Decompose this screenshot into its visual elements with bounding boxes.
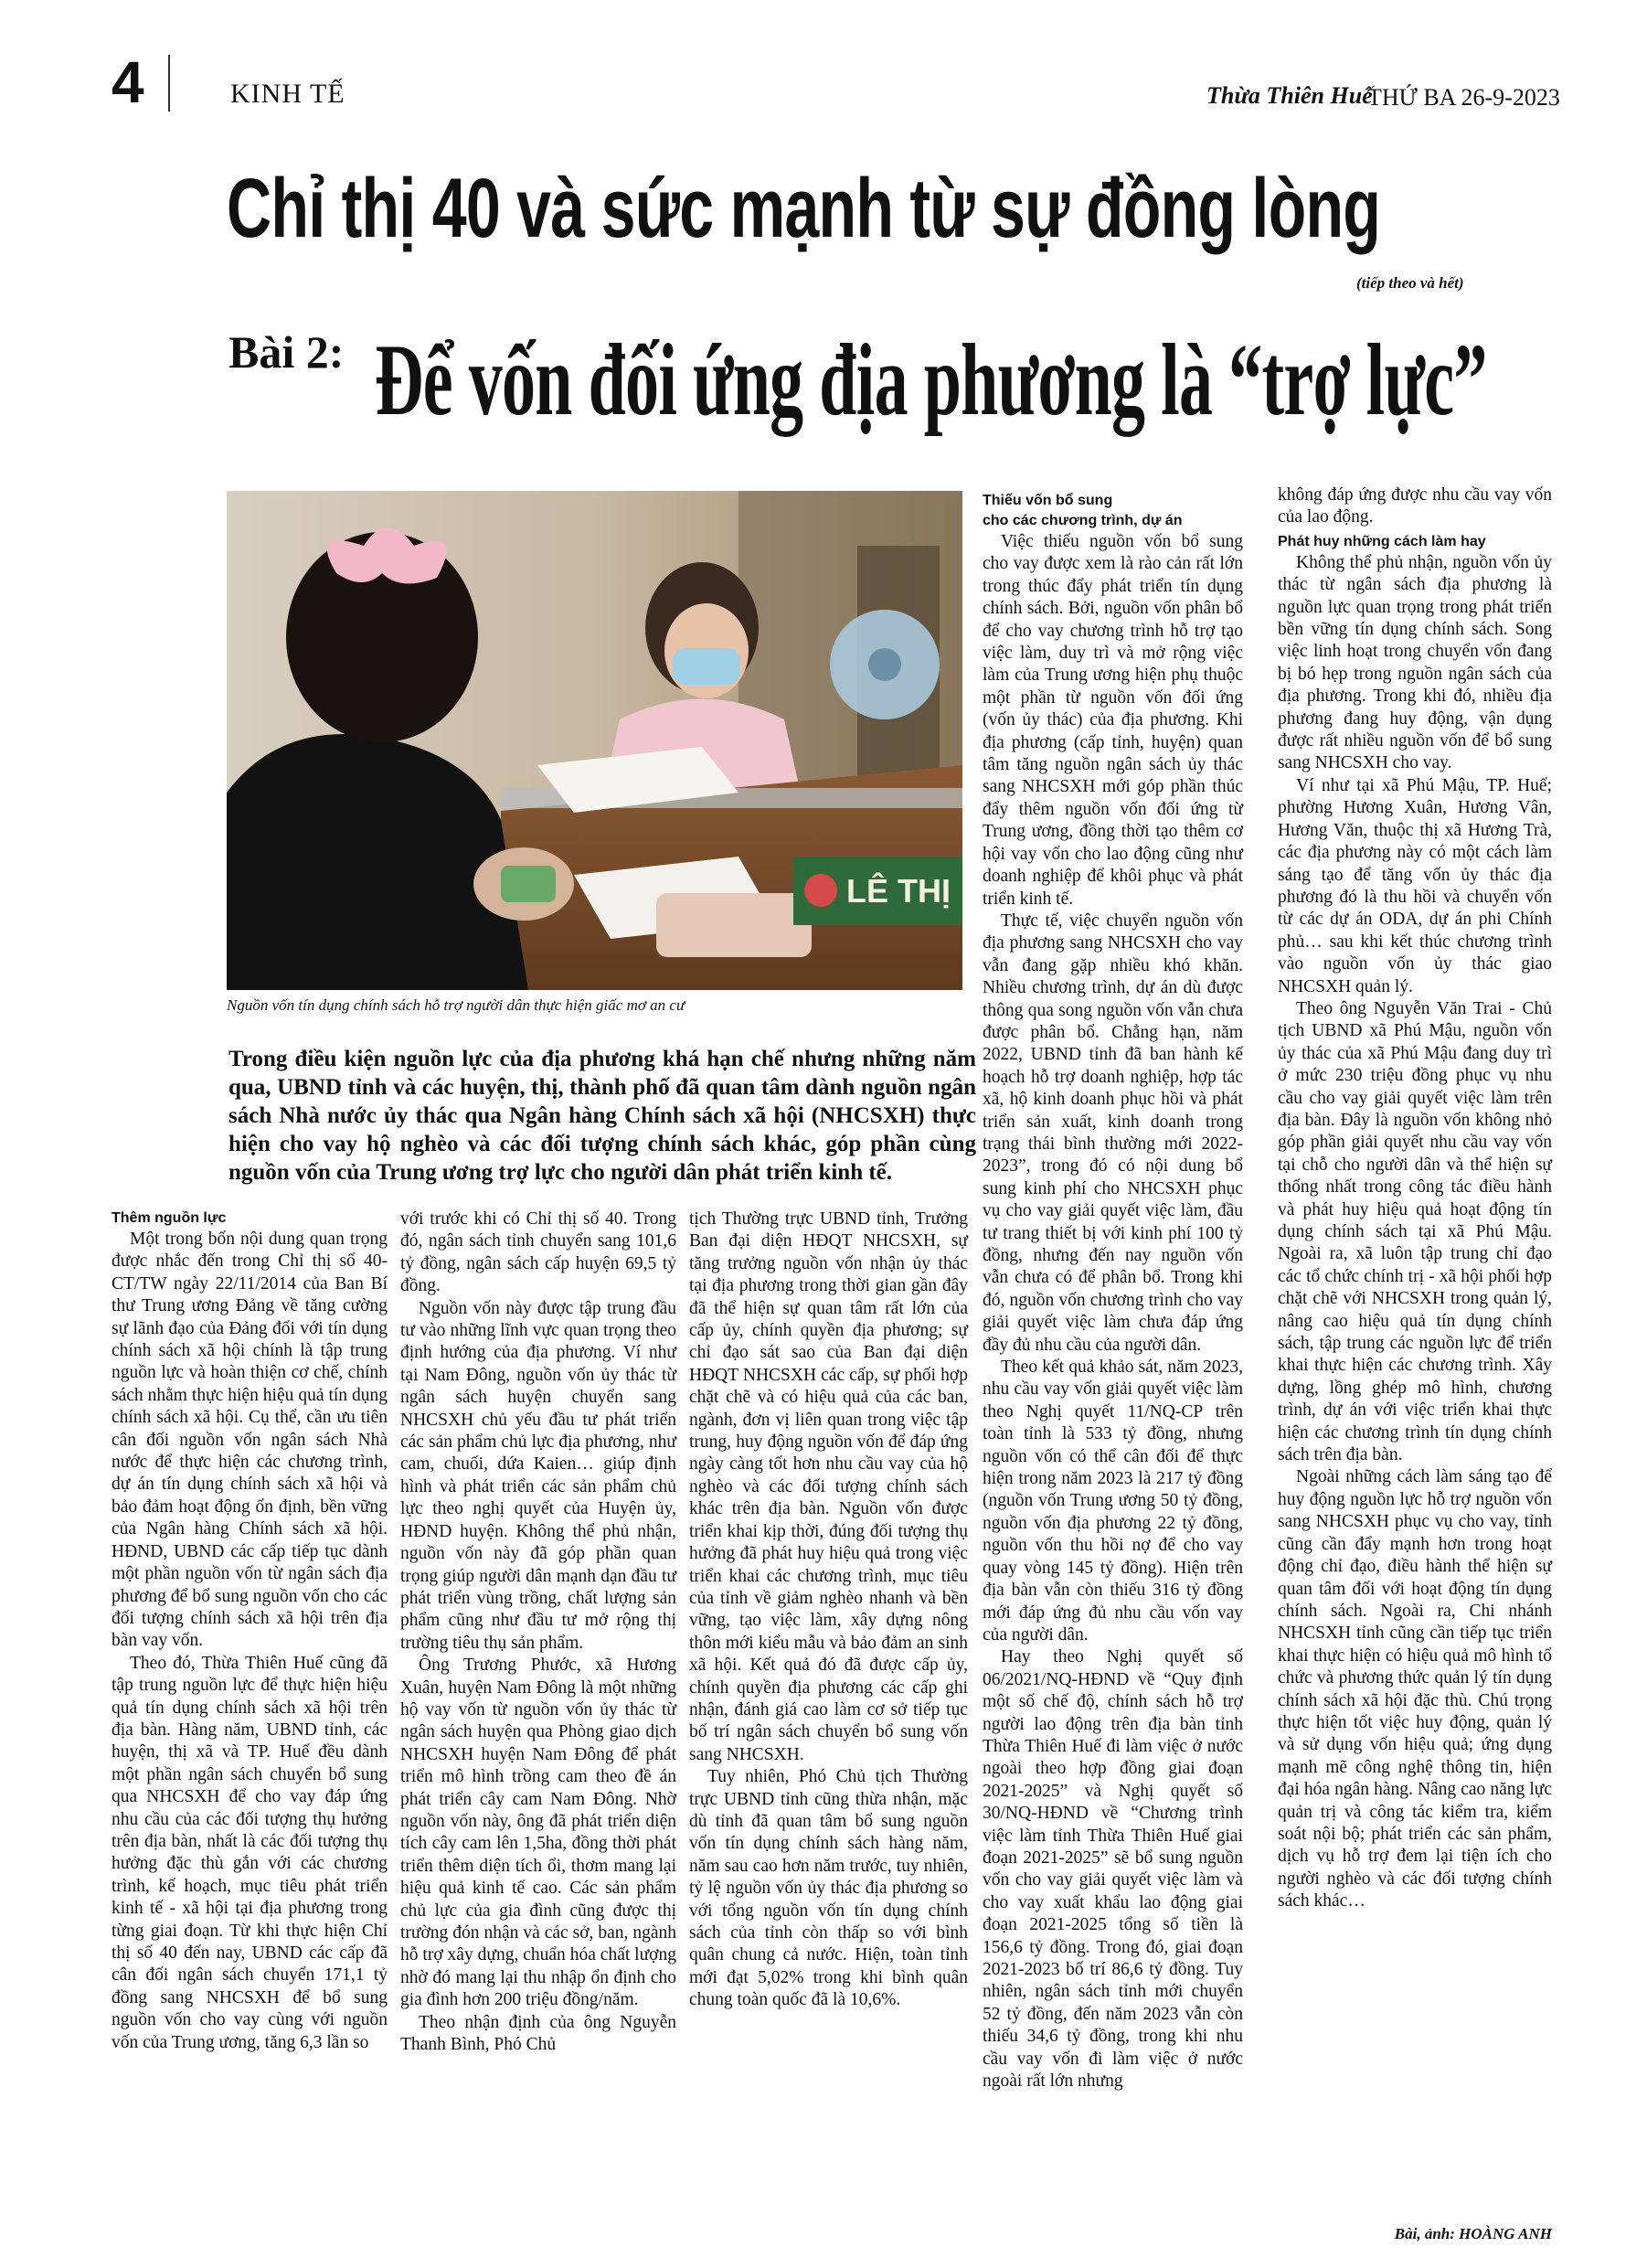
paragraph: Theo nhận định của ông Nguyễn Thanh Bình, Phó Chủ — [400, 2012, 676, 2055]
subheading: cho các chương trình, dự án — [983, 513, 1183, 528]
issue-date: THỨ BA 26-9-2023 — [1367, 84, 1560, 111]
article-column-1 — [112, 1209, 388, 2054]
paragraph: với trước khi có Chỉ thị số 40. Trong đó, ngân sách tỉnh chuyển sang 101,6 tỷ đồng, ngân sách cấp huyện 69,5 tỷ đồng. — [400, 1209, 676, 1296]
paragraph: Không thể phủ nhận, nguồn vốn ủy thác từ ngân sách địa phương là nguồn lực quan trọng trong phát triển bền vững tín dụng chính sách. Song việc linh hoạt trong chuyển vốn đang bị bó hẹp trong nguồn ngân sách của địa phương. Trong khi đó, nhiều địa phương đang huy động, vận dụng được rất nhiều nguồn vốn để bổ sung sang NHCSXH cho vay. — [1278, 552, 1552, 773]
paragraph: Nguồn vốn này được tập trung đầu tư vào những lĩnh vực quan trọng theo định hướng của địa phương. Ví như tại Nam Đông, nguồn vốn ủy thác từ ngân sách huyện chuyển sang NHCSXH chủ yếu đầu tư phát triển các sản phẩm chủ lực địa phương, như cam, chuối, dứa Kaien… giúp định hình và phát triển các sản phẩm chủ lực theo nghị quyết của Huyện ủy, HĐND huyện. Không thể phủ nhận, nguồn vốn này đã góp phần quan trọng giúp người dân mạnh dạn đầu tư phát triển vùng trồng, chất lượng sản phẩm cũng như đầu tư mở rộng thị trường tiêu thụ sản phẩm. — [400, 1298, 676, 1653]
main-headline: Để vốn đối ứng địa phương là “trợ lực” — [375, 324, 1487, 437]
paragraph: Ông Trương Phước, xã Hương Xuân, huyện Nam Đông là một những hộ vay vốn từ nguồn vốn ủy thác từ ngân sách huyện qua Phòng giao dịch NHCSXH huyện Nam Đông để phát triển mô hình trồng cam theo đề án phát triển cây cam Nam Đông. Nhờ nguồn vốn này, ông đã phát triển diện tích cây cam lên 1,5ha, đồng thời phát triển thêm diện tích ổi, thơm mang lại hiệu quả kinh tế cao. Các sản phẩm chủ lực của gia đình cũng được thị trường đón nhận và các sở, ban, ngành hỗ trợ xây dựng, chuẩn hóa chất lượng nhờ đó mang lại thu nhập ổn định cho gia đình hơn 200 triệu đồng/năm. — [400, 1656, 676, 2010]
paragraph: Hay theo Nghị quyết số 06/2021/NQ-HĐND về “Quy định một số chế độ, chính sách hỗ trợ người lao động trên địa bàn tỉnh Thừa Thiên Huế đi làm việc ở nước ngoài theo hợp đồng giai đoạn 2021-2025” và Nghị quyết số 30/NQ-HĐND về “Chương trình việc làm tỉnh Thừa Thiên Huế giai đoạn 2021-2025” sẽ bổ sung nguồn vốn cho vay giải quyết việc làm và cho vay xuất khẩu lao động giai đoạn 2021-2025 tổng số tiền là 156,6 tỷ đồng. Trong đó, giai đoạn 2021-2023 bố trí 86,6 tỷ đồng. Tuy nhiên, ngân sách tỉnh mới chuyển 52 tỷ đồng, đến năm 2023 vẫn còn thiếu 34,6 tỷ đồng, trong khi nhu cầu vay vốn đi làm việc ở nước ngoài rất lớn nhưng — [983, 1647, 1243, 2092]
paragraph: Ví như tại xã Phú Mậu, TP. Huế; phường Hương Xuân, Hương Vân, Hương Văn, thuộc thị xã Hương Trà, các địa phương này có một cách làm sáng tạo để tăng vốn ủy thác địa phương đó là thu hồi và chuyển vốn từ các dự án ODA, dự án phi Chính phủ… sau khi kết thúc chương trình vào nguồn vốn ủy thác giao NHCSXH quản lý. — [1278, 775, 1552, 996]
paragraph: Theo đó, Thừa Thiên Huế cũng đã tập trung nguồn lực để thực hiện hiệu quả tín dụng chính sách xã hội trên địa bàn. Hàng năm, UBND tỉnh, các huyện, thị xã và TP. Huế đều dành một phần ngân sách chuyển bổ sung qua NHCSXH để cho vay đáp ứng nhu cầu của các đối tượng thụ hưởng trên địa bàn, nhất là các đối tượng thụ hưởng đặc thù gắn với các chương trình, kế hoạch, mục tiêu phát triển kinh tế - xã hội tại địa phương trong từng giai đoạn. Từ khi thực hiện Chỉ thị số 40 đến nay, UBND các cấp đã cân đối ngân sách chuyển 171,1 tỷ đồng sang NHCSXH để bổ sung nguồn vốn cho vay cùng với nguồn vốn của Trung ương, tăng 6,3 lần so — [112, 1653, 388, 2052]
article-column-3 — [689, 1209, 968, 2012]
series-note: (tiếp theo và hết) — [1356, 274, 1464, 292]
article-photo — [227, 491, 962, 990]
paragraph: không đáp ứng được nhu cầu vay vốn của lao động. — [1278, 485, 1552, 527]
byline: Bài, ảnh: HOÀNG ANH — [1394, 2225, 1552, 2242]
photo-caption: Nguồn vốn tín dụng chính sách hỗ trợ người dân thực hiện giấc mơ an cư — [227, 996, 685, 1014]
article-column-5 — [1278, 484, 1552, 1913]
paragraph: tịch Thường trực UBND tỉnh, Trưởng Ban đại diện HĐQT NHCSXH, sự tăng trưởng nguồn vốn nhận ủy thác tại địa phương trong thời gian gần đây đã thể hiện sự quan tâm rất lớn của cấp ủy, chính quyền địa phương; sự chỉ đạo sát sao của Ban đại diện HĐQT NHCSXH các cấp, sự phối hợp chặt chẽ và có hiệu quả của các ban, ngành, đơn vị liên quan trong việc tập trung, huy động nguồn vốn để đáp ứng ngày càng tốt hơn nhu cầu vay của hộ nghèo và các đối tượng chính sách khác trên địa bàn. Nguồn vốn được triển khai kịp thời, đúng đối tượng thụ hưởng đã phát huy hiệu quả trong việc triển khai các chương trình, mục tiêu của tỉnh về giảm nghèo nhanh và bền vững, tạo việc làm, xây dựng nông thôn mới kiểu mẫu và bảo đảm an sinh xã hội. Kết quả đó đã được cấp ủy, chính quyền địa phương các cấp ghi nhận, đánh giá cao làm cơ sở tiếp tục bố trí ngân sách chuyển bổ sung vốn sang NHCSXH. — [689, 1209, 968, 1764]
paragraph: Việc thiếu nguồn vốn bổ sung cho vay được xem là rào cản rất lớn trong thúc đẩy phát triển tín dụng chính sách. Bởi, nguồn vốn phân bổ để cho vay chương trình hỗ trợ tạo việc làm, duy trì và mở rộng việc làm của Trung ương hiện phụ thuộc một phần từ nguồn vốn đối ứng (vốn ủy thác) của địa phương. Khi địa phương (cấp tỉnh, huyện) quan tâm tăng nguồn ngân sách ủy thác sang NHCSXH mới góp phần thúc đẩy thêm nguồn vốn đối ứng từ Trung ương, đồng thời tạo thêm cơ hội vay vốn cho lao động cũng như doanh nghiệp để khôi phục và phát triển kinh tế. — [983, 532, 1243, 909]
paragraph: Theo kết quả khảo sát, năm 2023, nhu cầu vay vốn giải quyết việc làm theo Nghị quyết 11/NQ-CP trên toàn tỉnh là 533 tỷ đồng, nhưng nguồn vốn có thể cân đối để thực hiện trong năm 2023 là 217 tỷ đồng (nguồn vốn Trung ương 50 tỷ đồng, nguồn vốn địa phương 22 tỷ đồng, nguồn vốn thu hồi nợ để cho vay quay vòng 145 tỷ đồng). Hiện trên địa bàn vẫn còn thiếu 316 tỷ đồng mới đáp ứng đủ nhu cầu vốn vay của người dân. — [983, 1358, 1243, 1645]
series-title: Chỉ thị 40 và sức mạnh từ sự đồng lòng — [227, 162, 1381, 255]
newspaper-name: Thừa Thiên Huế — [1206, 82, 1373, 109]
paragraph: Một trong bốn nội dung quan trọng được nhắc đến trong Chỉ thị số 40-CT/TW ngày 22/11/2014 của Ban Bí thư Trung ương Đảng về tăng cường sự lãnh đạo của Đảng đối với tín dụng chính sách xã hội chính là tập trung nguồn lực và hoàn thiện cơ chế, chính sách nhằm thực hiện hiệu quả tín dụng chính sách xã hội. Cụ thể, cần ưu tiên cân đối nguồn vốn ngân sách Nhà nước để thực hiện các chương trình, dự án tín dụng chính sách xã hội và bảo đảm hoạt động ổn định, bền vững của Ngân hàng Chính sách xã hội. HĐND, UBND các cấp tiếp tục dành một phần nguồn vốn từ ngân sách địa phương để bổ sung nguồn vốn cho các đối tượng chính sách xã hội trên địa bàn vay vốn. — [112, 1230, 388, 1651]
article-column-4 — [983, 491, 1243, 2092]
lead-paragraph: Trong điều kiện nguồn lực của địa phương khá hạn chế nhưng những năm qua, UBND tỉnh và các huyện, thị, thành phố đã quan tâm dành nguồn ngân sách Nhà nước ủy thác qua Ngân hàng Chính sách xã hội (NHCSXH) thực hiện cho vay hộ nghèo và các đối tượng chính sách khác, góp phần cùng nguồn vốn của Trung ương trợ lực cho người dân phát triển kinh tế. — [228, 1047, 976, 1185]
subheading: Thiếu vốn bổ sung — [983, 493, 1113, 508]
paragraph: Ngoài những cách làm sáng tạo để huy động nguồn lực hỗ trợ nguồn vốn sang NHCSXH phục vụ cho vay, tỉnh cũng cần đẩy mạnh hơn trong hoạt động chỉ đạo, điều hành thể hiện sự quan tâm đối với hoạt động tín dụng chính sách. Ngoài ra, Chi nhánh NHCSXH tỉnh cũng cần tiếp tục triển khai thực hiện có hiệu quả mô hình tổ chức và phương thức quản lý tín dụng chính sách xã hội đặc thù. Chú trọng thực hiện tốt việc huy động, quản lý và sử dụng vốn hiệu quả; ứng dụng mạnh mẽ công nghệ thông tin, hiện đại hóa ngân hàng. Nâng cao năng lực quản trị và công tác kiểm tra, kiểm soát nội bộ; phát triển các sản phẩm, dịch vụ hỗ trợ đem lại tiện ích cho người nghèo và các đối tượng chính sách khác… — [1278, 1467, 1552, 1911]
subheading: Phát huy những cách làm hay — [1278, 533, 1486, 549]
name-sign-text: LÊ THỊ — [846, 872, 951, 910]
photo-illustration — [227, 491, 962, 990]
header-divider — [168, 55, 170, 112]
subheading: Thêm nguồn lực — [112, 1210, 227, 1226]
paragraph: Tuy nhiên, Phó Chủ tịch Thường trực UBND tỉnh cũng thừa nhận, mặc dù tỉnh đã quan tâm bổ sung nguồn vốn tín dụng chính sách hàng năm, năm sau cao hơn năm trước, tuy nhiên, tỷ lệ nguồn vốn ủy thác địa phương so với tổng nguồn vốn tín dụng chính sách của tỉnh còn thấp so với bình quân chung cả nước. Hiện, toàn tỉnh mới đạt 5,02% trong khi bình quân chung toàn quốc đã là 10,6%. — [689, 1767, 968, 2010]
paragraph: Thực tế, việc chuyển nguồn vốn địa phương sang NHCSXH cho vay vẫn đang gặp nhiều khó khăn. Nhiều chương trình, dự án dù được thông qua song nguồn vốn vẫn chưa được phân bổ. Chẳng hạn, năm 2022, UBND tỉnh đã ban hành kế hoạch hỗ trợ doanh nghiệp, hợp tác xã, hộ kinh doanh phục hồi và phát triển sản xuất, kinh doanh trong trạng thái bình thường mới 2022-2023”, trong đó có nội dung bổ sung kinh phí cho NHCSXH phục vụ cho vay giải quyết việc làm, đầu tư trang thiết bị với kinh phí 100 tỷ đồng, nhưng đến nay nguồn vốn vẫn chưa có để phân bổ. Trong khi đó, nguồn vốn chương trình cho vay giải quyết việc làm chưa đáp ứng đầy đủ nhu cầu của người dân. — [983, 910, 1243, 1355]
article-number: Bài 2: — [228, 326, 345, 378]
section-label: KINH TẾ — [230, 79, 345, 109]
page-number: 4 — [112, 49, 144, 115]
paragraph: Theo ông Nguyễn Văn Trai - Chủ tịch UBND xã Phú Mậu, nguồn vốn ủy thác của xã Phú Mậu đang duy trì ở mức 230 triệu đồng phục vụ nhu cầu cho vay giải quyết việc làm trên địa bàn. Đây là nguồn vốn không nhỏ góp phần giải quyết nhu cầu vay vốn tại chỗ cho người dân và thể hiện sự thống nhất trong công tác điều hành và phát huy hiệu quả hoạt động tín dụng chính sách tại xã Phú Mậu. Ngoài ra, xã luôn tập trung chỉ đạo các tổ chức chính trị - xã hội phối hợp chặt chẽ với NHCSXH trong quản lý, nâng cao hiệu quả tín dụng chính sách, tập trung các nguồn lực để triển khai thực hiện các chương trình. Xây dựng, lồng ghép mô hình, chương trình, dự án với việc triển khai thực hiện các chương trình tín dụng chính sách trên địa bàn. — [1278, 998, 1552, 1465]
article-column-2 — [400, 1209, 676, 2056]
